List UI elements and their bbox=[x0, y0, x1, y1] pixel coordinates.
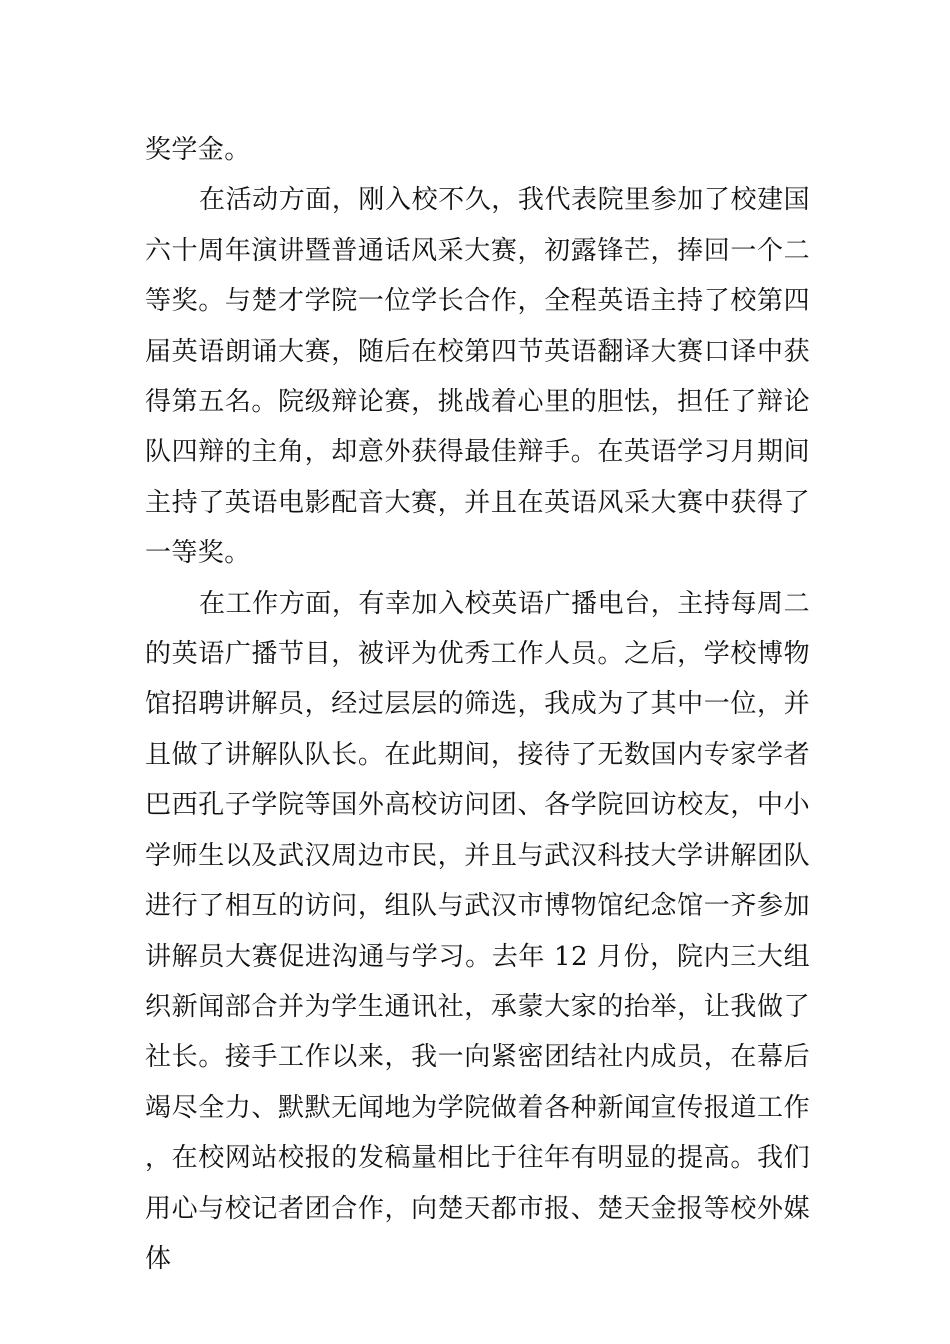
paragraph-work: 在工作方面，有幸加入校英语广播电台，主持每周二的英语广播节目，被评为优秀工作人员。之后，学校博物馆招聘讲解员，经过层层的筛选，我成为了其中一位，并且做了讲解队队长。在此期间，接待了无数国内专家学者巴西孔子学院等国外高校访问团、各学院回访校友，中小学师生以及武汉周边市民，并且与武汉科技大学讲解团队进行了相互的访问，组队与武汉市博物馆纪念馆一齐参加讲解员大赛促进沟通与学习。去年 12 月份，院内三大组织新闻部合并为学生通讯社，承蒙大家的抬举，让我做了社长。接手工作以来，我一向紧密团结社内成员，在幕后竭尽全力、默默无闻地为学院做着各种新闻宣传报道工作，在校网站校报的发稿量相比于往年有明显的提高。我们用心与校记者团合作，向楚天都市报、楚天金报等校外媒体 bbox=[145, 588, 810, 1274]
document-body bbox=[145, 125, 810, 1284]
paragraph-activities: 在活动方面，刚入校不久，我代表院里参加了校建国六十周年演讲暨普通话风采大赛，初露锋芒，捧回一个二等奖。与楚才学院一位学长合作，全程英语主持了校第四届英语朗诵大赛，随后在校第四节英语翻译大赛口译中获得第五名。院级辩论赛，挑战着心里的胆怯，担任了辩论队四辩的主角，却意外获得最佳辩手。在英语学习月期间主持了英语电影配音大赛，并且在英语风采大赛中获得了一等奖。 bbox=[145, 185, 810, 569]
paragraph-continuation: 奖学金。 bbox=[145, 135, 251, 165]
